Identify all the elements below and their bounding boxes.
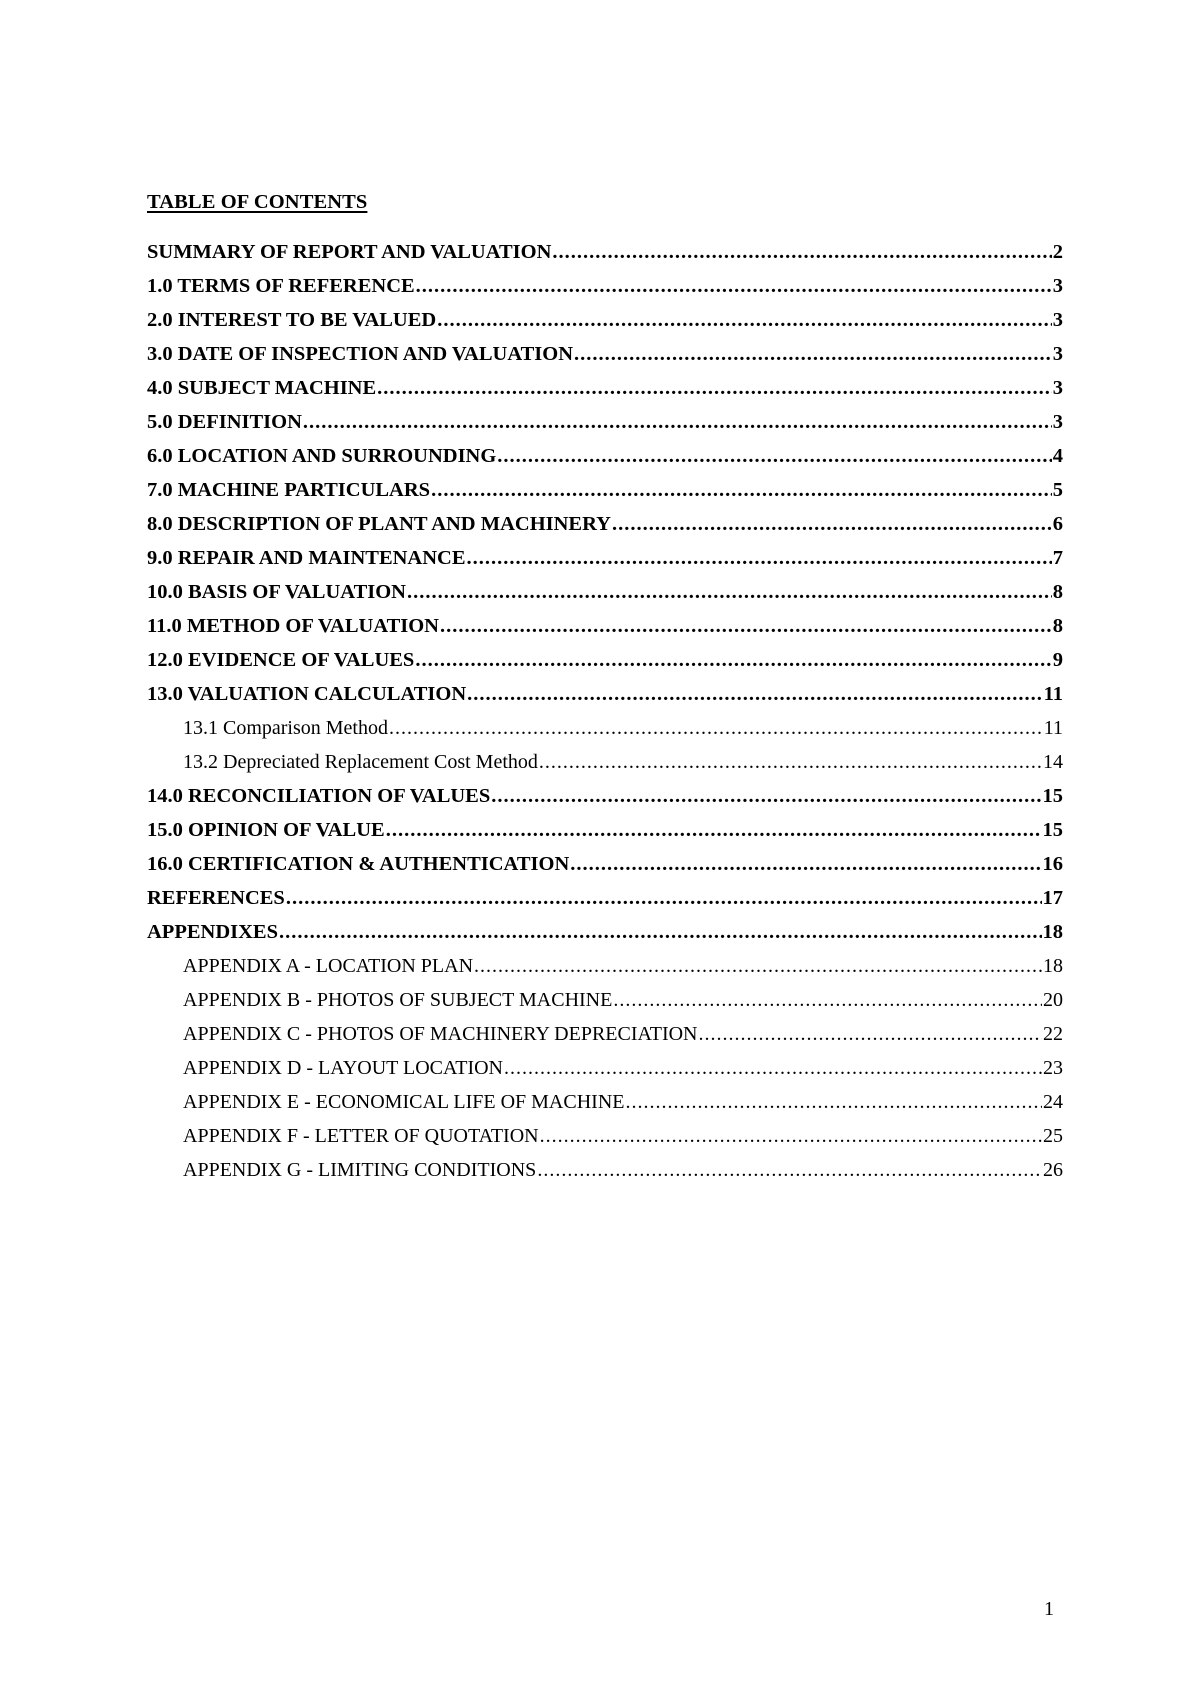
toc-entry-label: APPENDIX B - PHOTOS OF SUBJECT MACHINE <box>183 989 613 1011</box>
toc-entry-page-number: 3 <box>1052 377 1063 399</box>
toc-entry-page-number: 11 <box>1043 683 1063 705</box>
toc-subentry[interactable] <box>147 949 1063 983</box>
toc-entry[interactable] <box>147 371 1063 405</box>
toc-entry[interactable] <box>147 609 1063 643</box>
page-number: 1 <box>1044 1598 1054 1620</box>
toc-dot-leader <box>279 915 1042 949</box>
toc-entry-label: 4.0 SUBJECT MACHINE <box>147 377 377 399</box>
toc-subentry[interactable] <box>147 745 1063 779</box>
toc-entry-label: 6.0 LOCATION AND SURROUNDING <box>147 445 497 467</box>
toc-dot-leader <box>570 847 1041 881</box>
toc-entry-page-number: 22 <box>1043 1023 1063 1045</box>
toc-entry-label: 16.0 CERTIFICATION & AUTHENTICATION <box>147 853 570 875</box>
toc-entry-page-number: 15 <box>1042 785 1063 807</box>
toc-dot-leader <box>416 269 1052 303</box>
toc-entry-page-number: 6 <box>1052 513 1063 535</box>
toc-subentry[interactable] <box>147 983 1063 1017</box>
toc-entry-page-number: 3 <box>1052 309 1063 331</box>
toc-entry[interactable] <box>147 303 1063 337</box>
toc-title: TABLE OF CONTENTS <box>147 191 368 213</box>
toc-list <box>147 235 1063 1187</box>
toc-entry-page-number: 11 <box>1043 717 1063 739</box>
toc-entry-label: SUMMARY OF REPORT AND VALUATION <box>147 241 552 263</box>
toc-dot-leader <box>537 1153 1042 1187</box>
toc-entry-page-number: 18 <box>1042 921 1063 943</box>
toc-entry-label: 8.0 DESCRIPTION OF PLANT AND MACHINERY <box>147 513 611 535</box>
toc-entry[interactable] <box>147 507 1063 541</box>
toc-dot-leader <box>377 371 1052 405</box>
toc-dot-leader <box>407 575 1052 609</box>
toc-entry-label: 7.0 MACHINE PARTICULARS <box>147 479 431 501</box>
toc-entry-page-number: 24 <box>1043 1091 1063 1113</box>
toc-entry-page-number: 20 <box>1043 989 1063 1011</box>
toc-dot-leader <box>539 745 1042 779</box>
toc-entry[interactable] <box>147 473 1063 507</box>
toc-entry-page-number: 5 <box>1052 479 1063 501</box>
toc-entry-label: 12.0 EVIDENCE OF VALUES <box>147 649 415 671</box>
toc-dot-leader <box>504 1051 1042 1085</box>
toc-dot-leader <box>699 1017 1043 1051</box>
toc-subentry[interactable] <box>147 1017 1063 1051</box>
toc-entry-label: APPENDIX F - LETTER OF QUOTATION <box>183 1125 539 1147</box>
toc-entry-page-number: 23 <box>1043 1057 1063 1079</box>
toc-entry-page-number: 8 <box>1052 615 1063 637</box>
toc-entry-page-number: 15 <box>1042 819 1063 841</box>
toc-entry-label: 3.0 DATE OF INSPECTION AND VALUATION <box>147 343 574 365</box>
toc-entry-label: APPENDIX C - PHOTOS OF MACHINERY DEPRECIATION <box>183 1023 698 1045</box>
toc-dot-leader <box>574 337 1052 371</box>
toc-dot-leader <box>437 303 1052 337</box>
toc-dot-leader <box>613 983 1042 1017</box>
toc-entry-label: APPENDIX A - LOCATION PLAN <box>183 955 474 977</box>
toc-subentry[interactable] <box>147 1119 1063 1153</box>
toc-entry-label: 13.1 Comparison Method <box>183 717 388 739</box>
toc-entry[interactable] <box>147 643 1063 677</box>
toc-entry-label: 9.0 REPAIR AND MAINTENANCE <box>147 547 466 569</box>
toc-entry[interactable] <box>147 779 1063 813</box>
toc-subentry[interactable] <box>147 1051 1063 1085</box>
toc-entry-label: REFERENCES <box>147 887 285 909</box>
toc-entry[interactable] <box>147 405 1063 439</box>
toc-entry-label: APPENDIX G - LIMITING CONDITIONS <box>183 1159 537 1181</box>
toc-entry[interactable] <box>147 575 1063 609</box>
toc-entry-page-number: 8 <box>1052 581 1063 603</box>
toc-entry-label: 13.2 Depreciated Replacement Cost Method <box>183 751 538 773</box>
toc-dot-leader <box>467 677 1042 711</box>
toc-entry[interactable] <box>147 813 1063 847</box>
toc-entry-label: 13.0 VALUATION CALCULATION <box>147 683 467 705</box>
toc-entry[interactable] <box>147 235 1063 269</box>
toc-entry-page-number: 3 <box>1052 275 1063 297</box>
toc-entry[interactable] <box>147 439 1063 473</box>
toc-dot-leader <box>286 881 1042 915</box>
toc-entry-page-number: 4 <box>1052 445 1063 467</box>
toc-entry-page-number: 18 <box>1043 955 1063 977</box>
toc-dot-leader <box>431 473 1052 507</box>
toc-dot-leader <box>497 439 1051 473</box>
toc-entry-label: APPENDIX D - LAYOUT LOCATION <box>183 1057 503 1079</box>
toc-entry-page-number: 17 <box>1042 887 1063 909</box>
toc-entry[interactable] <box>147 269 1063 303</box>
toc-entry-label: 14.0 RECONCILIATION OF VALUES <box>147 785 491 807</box>
toc-entry-label: 10.0 BASIS OF VALUATION <box>147 581 406 603</box>
toc-entry-page-number: 16 <box>1042 853 1063 875</box>
toc-entry-page-number: 9 <box>1052 649 1063 671</box>
toc-entry-page-number: 7 <box>1052 547 1063 569</box>
toc-entry-label: APPENDIXES <box>147 921 278 943</box>
toc-entry-page-number: 14 <box>1043 751 1063 773</box>
toc-entry-label: 15.0 OPINION OF VALUE <box>147 819 385 841</box>
toc-entry-page-number: 3 <box>1052 411 1063 433</box>
toc-entry-page-number: 2 <box>1052 241 1063 263</box>
toc-dot-leader <box>625 1085 1042 1119</box>
toc-dot-leader <box>303 405 1052 439</box>
toc-subentry[interactable] <box>147 1153 1063 1187</box>
toc-dot-leader <box>389 711 1043 745</box>
toc-entry-page-number: 3 <box>1052 343 1063 365</box>
toc-dot-leader <box>552 235 1051 269</box>
toc-entry-page-number: 26 <box>1043 1159 1063 1181</box>
toc-dot-leader <box>612 507 1052 541</box>
toc-dot-leader <box>440 609 1052 643</box>
toc-entry[interactable] <box>147 847 1063 881</box>
toc-dot-leader <box>540 1119 1042 1153</box>
toc-entry-label: 2.0 INTEREST TO BE VALUED <box>147 309 437 331</box>
toc-entry[interactable] <box>147 677 1063 711</box>
toc-dot-leader <box>467 541 1052 575</box>
toc-dot-leader <box>386 813 1042 847</box>
toc-dot-leader <box>415 643 1051 677</box>
toc-entry-label: 11.0 METHOD OF VALUATION <box>147 615 439 637</box>
toc-entry-label: 1.0 TERMS OF REFERENCE <box>147 275 415 297</box>
toc-subentry[interactable] <box>147 711 1063 745</box>
toc-entry[interactable] <box>147 337 1063 371</box>
toc-entry-label: 5.0 DEFINITION <box>147 411 302 433</box>
toc-dot-leader <box>491 779 1041 813</box>
toc-subentry[interactable] <box>147 1085 1063 1119</box>
toc-entry-label: APPENDIX E - ECONOMICAL LIFE OF MACHINE <box>183 1091 625 1113</box>
toc-dot-leader <box>474 949 1042 983</box>
toc-entry-page-number: 25 <box>1043 1125 1063 1147</box>
toc-entry[interactable] <box>147 881 1063 915</box>
toc-entry[interactable] <box>147 915 1063 949</box>
toc-entry[interactable] <box>147 541 1063 575</box>
